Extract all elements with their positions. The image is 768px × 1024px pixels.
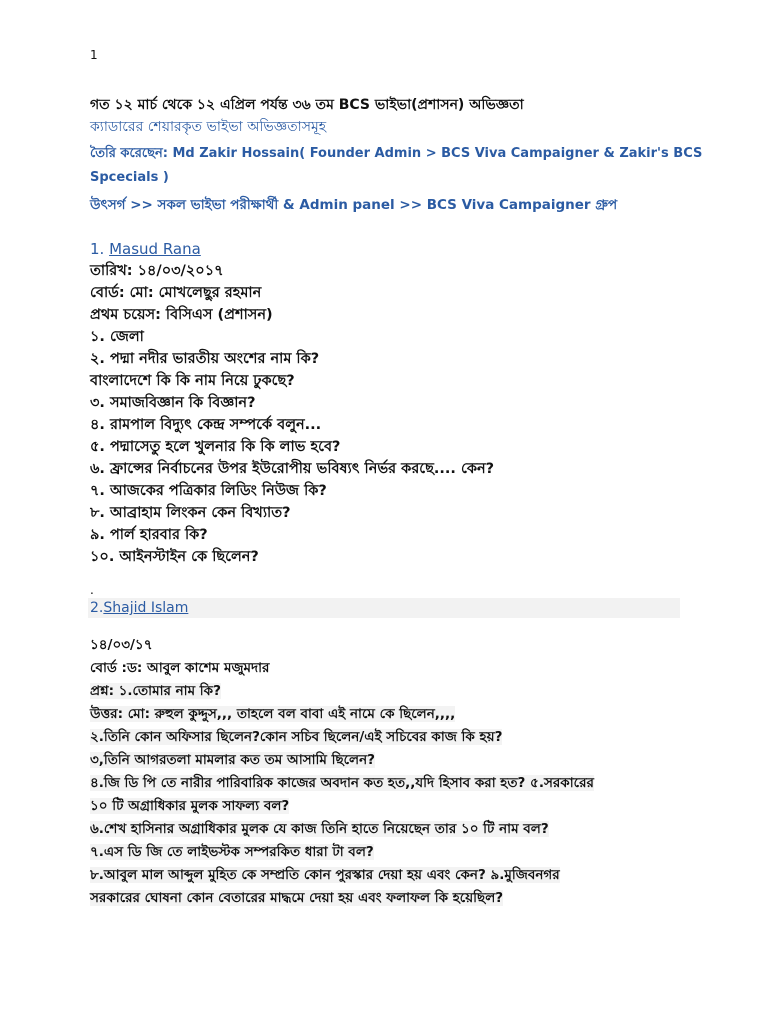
highlighted-text: ১০ টি অগ্রাধিকার মুলক সাফল্য বল? [90,798,290,814]
text-line: ১. জেলা [90,329,144,345]
document-title: গত ১২ মার্চ থেকে ১২ এপ্রিল পর্যন্ত ৩৬ তম BCS ভাইভা(প্রশাসন) অভিজ্ঞতা [90,97,524,113]
highlighted-text: প্রশ্ন: ১.তোমার নাম কি? [90,683,221,699]
section-masud-rana [90,238,690,568]
text-line: বোর্ড: মো: মোখলেছুর রহমান [90,285,262,301]
highlighted-text: ৮.আবুল মাল আব্দুল মুহিত কে সম্প্রতি কোন পুরস্কার দেয়া হয় এবং কেন? ৯.মুজিবনগর [90,867,560,883]
text-line: তারিখ: ১৪/০৩/২০১৭ [90,263,224,279]
section-number: 2. [90,600,104,616]
separator-dot: . [90,583,94,597]
text-line: ১৪/০৩/১৭ [90,637,153,653]
text-line: ৬. ফ্রান্সের নির্বাচনের উপর ইউরোপীয় ভবিষ্যৎ নির্ভর করছে.... কেন? [90,461,495,477]
text-line: ৪. রামপাল বিদ্যুৎ কেন্দ্র সম্পর্কে বলুন... [90,417,322,433]
section-heading [90,598,188,618]
text-line [90,749,682,772]
credit-line: Spcecials ) [90,170,169,185]
credit-line: তৈরি করেছেন: Md Zakir Hossain( Founder Admin > BCS Viva Campaigner & Zakir's BCS [90,146,703,161]
page-number: 1 [90,48,98,62]
dedication-text: উৎসর্গ >> সকল ভাইভা পরীক্ষার্থী & Admin panel >> BCS Viva Campaigner গ্রুপ [90,197,618,213]
text-line [90,818,682,841]
highlighted-text: ৩,তিনি আগরতলা মামলার কত তম আসামি ছিলেন? [90,752,376,768]
text-line: ১০. আইনস্টাইন কে ছিলেন? [90,549,259,565]
highlighted-text: সরকারের ঘোষনা কোন বেতারের মাদ্ধমে দেয়া হয় এবং ফলাফল কি হয়েছিল? [90,890,504,906]
text-line [90,841,682,864]
credit-text [90,142,710,190]
text-line: ৭. আজকের পত্রিকার লিডিং নিউজ কি? [90,483,327,499]
author-link[interactable]: Shajid Islam [103,600,189,616]
highlighted-text: ৭.এস ডি জি তে লাইভস্টক সম্পরকিত ধারা টা বল? [90,844,374,860]
document-subtitle: ক্যাডারের শেয়ারকৃত ভাইভা অভিজ্ঞতাসমূহ [90,119,327,135]
section-shajid-islam [90,634,682,910]
text-line [90,726,682,749]
text-line: ২. পদ্মা নদীর ভারতীয় অংশের নাম কি? [90,351,320,367]
highlighted-text: ৪.জি ডি পি তে নারীর পারিবারিক কাজের অবদান কত হত,,যদি হিসাব করা হত? ৫.সরকারের [90,775,594,791]
text-line: বাংলাদেশে কি কি নাম নিয়ে ঢুকছে? [90,373,295,389]
text-line: ৩. সমাজবিজ্ঞান কি বিজ্ঞান? [90,395,256,411]
text-line [90,795,682,818]
section-number: 1. [90,240,105,258]
text-line: ৮. আব্রাহাম লিংকন কেন বিখ্যাত? [90,505,291,521]
text-line: ৯. পার্ল হারবার কি? [90,527,208,543]
text-line [90,887,682,910]
author-link[interactable]: Masud Rana [109,240,201,258]
text-line [90,703,682,726]
text-line [90,864,682,887]
text-line [90,680,682,703]
document-header [90,94,710,216]
highlighted-text: উত্তর: মো: রুহুল কুদ্দুস,,, তাহলে বল বাবা এই নামে কে ছিলেন,,,, [90,706,456,722]
text-line: ৫. পদ্মাসেতু হলে খুলনার কি কি লাভ হবে? [90,439,341,455]
highlighted-text: ২.তিনি কোন অফিসার ছিলেন?কোন সচিব ছিলেন/এই সচিবের কাজ কি হয়? [90,729,503,745]
text-line: বোর্ড :ড: আবুল কাশেম মজুমদার [90,660,270,676]
text-line: প্রথম চয়েস: বিসিএস (প্রশাসন) [90,307,273,323]
highlighted-text: ৬.শেখ হাসিনার অগ্রাধিকার মুলক যে কাজ তিনি হাতে নিয়েছেন তার ১০ টি নাম বল? [90,821,549,837]
section-heading [90,238,690,260]
text-line [90,772,682,795]
